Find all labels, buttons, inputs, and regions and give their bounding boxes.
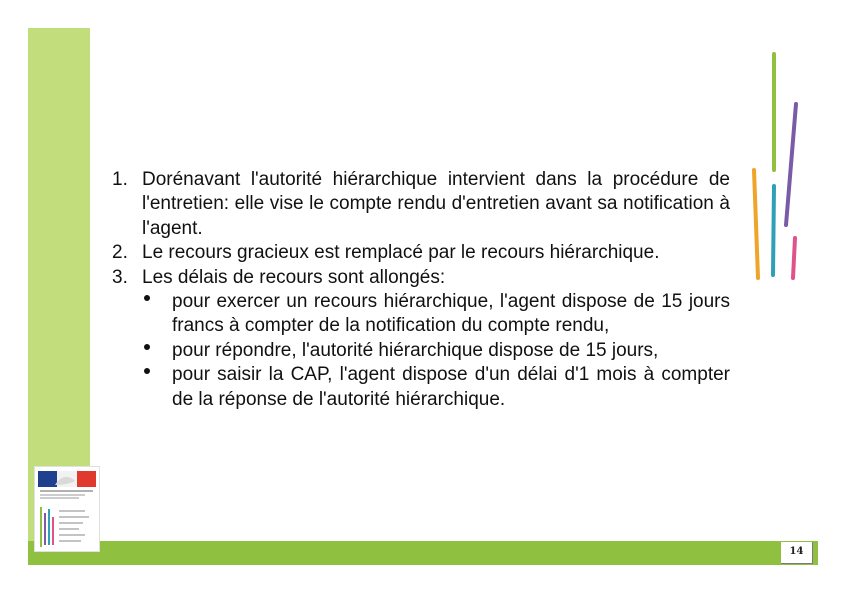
deco-purple-stroke (786, 104, 796, 225)
page-number: 14 (781, 542, 813, 564)
item-text: Dorénavant l'autorité hiérarchique intervient dans la procédure de l'entretien: elle vise le compte rendu d'entretien avant sa notification à l'agent. (142, 169, 730, 239)
bullet-item (112, 339, 730, 363)
item-number: 2. (112, 242, 128, 264)
deco-orange-stroke (754, 170, 758, 278)
bullet-text: pour répondre, l'autorité hiérarchique dispose de 15 jours, (172, 339, 659, 361)
bullet-item (112, 363, 730, 412)
bullet-text: pour exercer un recours hiérarchique, l'agent dispose de 15 jours francs à compter de la notification du compte rendu, (172, 291, 730, 337)
decorative-strokes (740, 50, 810, 280)
bullet-text: pour saisir la CAP, l'agent dispose d'un délai d'1 mois à compter de la réponse de l'autorité hiérarchique. (172, 364, 730, 410)
deco-pink-stroke (793, 238, 795, 278)
ministry-logo (34, 466, 100, 552)
marianne-logo-icon (35, 467, 99, 551)
numbered-item (112, 241, 730, 265)
deco-teal-stroke (773, 186, 774, 275)
numbered-item (112, 266, 730, 290)
numbered-item (112, 168, 730, 241)
item-text: Le recours gracieux est remplacé par le recours hiérarchique. (142, 242, 660, 264)
item-number: 3. (112, 266, 128, 288)
bottom-green-band (28, 541, 818, 565)
bullet-item (112, 290, 730, 339)
item-number: 1. (112, 169, 128, 190)
item-text: Les délais de recours sont allongés: (142, 266, 446, 288)
slide-body (112, 168, 730, 412)
